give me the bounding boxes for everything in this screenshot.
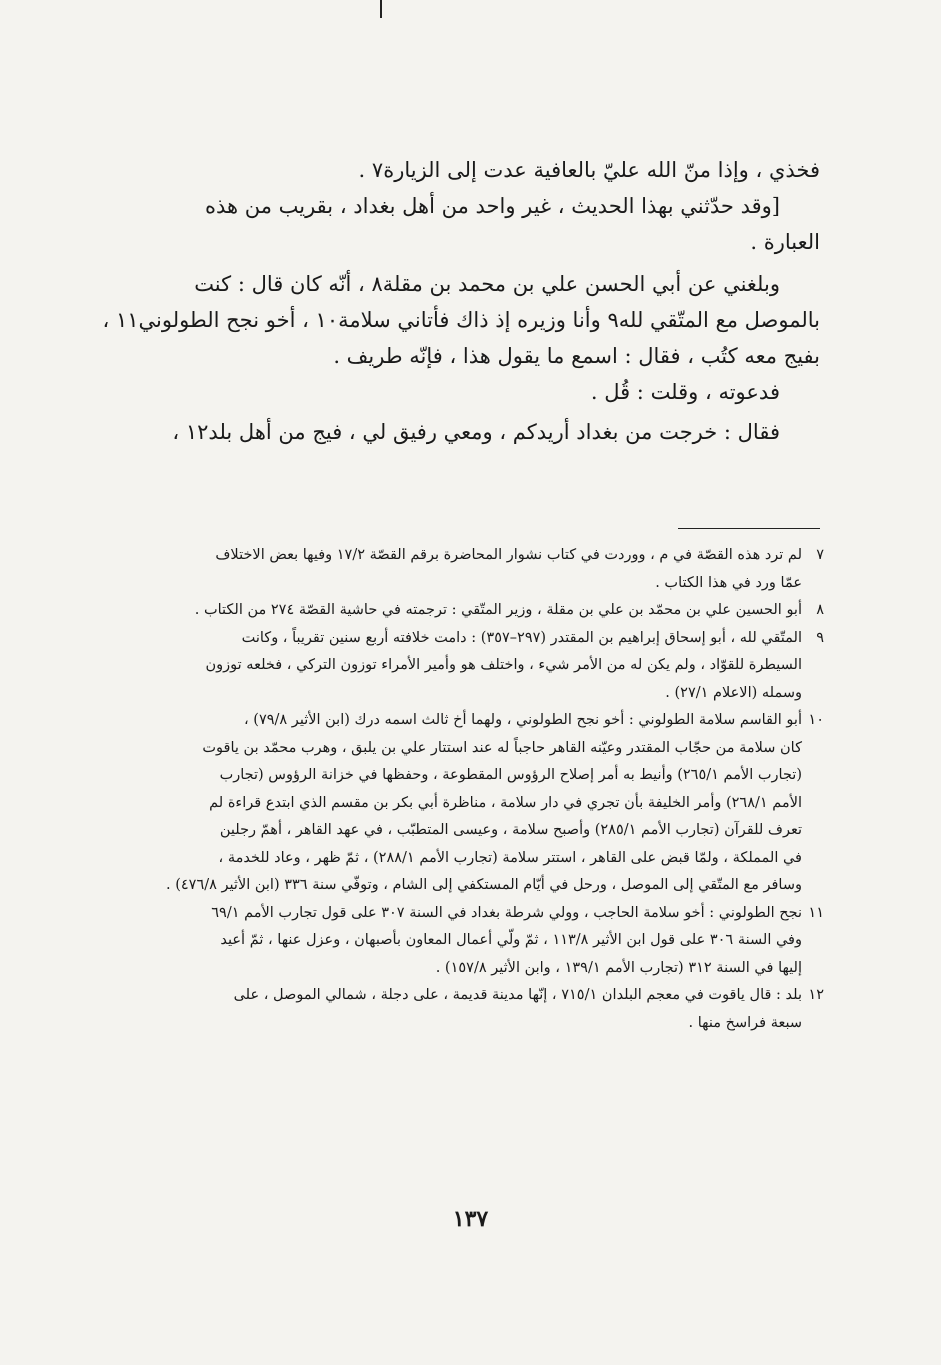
footnote-line: سبعة فراسخ منها . — [688, 1014, 802, 1031]
footnote-line: لم ترد هذه القصّة في م ، ووردت في كتاب نشوار المحاضرة برقم القصّة ١٧/٢ وفيها بعض الاختلاف — [215, 547, 802, 563]
text-line: فقال : خرجت من بغداد أريدكم ، ومعي رفيق لي ، فيج من أهل بلد١٢ ، — [172, 420, 780, 444]
footnote-line: إليها في السنة ٣١٢ (تجارب الأمم ١٣٩/١ ، وابن الأثير ١٥٧/٨) . — [435, 959, 802, 976]
footnote-line: في المملكة ، ولمّا قبض على القاهر ، استتر سلامة (تجارب الأمم ٢٨٨/١) ، ثمّ ظهر ، وعاد للخدمة ، — [218, 849, 802, 866]
footnote-line: أبو القاسم سلامة الطولوني : أخو نجح الطولوني ، ولهما أخ ثالث اسمه درك (ابن الأثير ٧٩/٨) ، — [244, 712, 802, 728]
footnote-8 — [152, 597, 824, 625]
text-line: بالموصل مع المتّقي لله٩ وأنا وزيره إذ ذاك فأتاني سلامة١٠ ، أخو نجح الطولوني١١ ، — [102, 308, 820, 332]
paragraph-1 — [150, 152, 820, 188]
footnote-line: عمّا ورد في هذا الكتاب . — [655, 574, 802, 591]
footnote-10 — [152, 707, 824, 900]
footnote-line: تعرف للقرآن (تجارب الأمم ٢٨٥/١) وأصبح سلامة ، وعيسى المتطبّب ، في عهد القاهر ، أهمّ رجلين — [219, 822, 802, 838]
paragraph-5 — [150, 414, 820, 450]
footnote-line: وفي السنة ٣٠٦ على قول ابن الأثير ١١٣/٨ ، ثمّ ولّي أعمال المعاون بأصبهان ، وعزل عنها ، ثمّ أعيد — [220, 932, 802, 948]
footnote-line: أبو الحسين علي بن محمّد بن علي بن مقلة ، وزير المتّقي : ترجمته في حاشية القصّة ٢٧٤ من الكتاب . — [194, 602, 802, 618]
footnote-line: بلد : قال ياقوت في معجم البلدان ٧١٥/١ ، إنّها مدينة قديمة ، على دجلة ، شمالي الموصل ، على — [233, 987, 802, 1003]
paragraph-2-cont — [150, 224, 820, 260]
footnote-7 — [152, 542, 824, 597]
footnote-number: ١٠ — [808, 712, 824, 728]
footnote-line: نجح الطولوني : أخو سلامة الحاجب ، وولي شرطة بغداد في السنة ٣٠٧ على قول تجارب الأمم ٦٩/١ — [211, 904, 802, 921]
page-number: ١٣٧ — [452, 1206, 489, 1232]
text-line: فخذي ، وإذا منّ الله عليّ بالعافية عدت إلى الزيارة٧ . — [358, 158, 820, 182]
footnote-number: ١٢ — [808, 987, 824, 1003]
footnote-line: وسمله (الاعلام ٢٧/١) . — [665, 684, 802, 701]
paragraph-3 — [150, 266, 820, 302]
text-line: [وقد حدّثني بهذا الحديث ، غير واحد من أهل بغداد ، بقريب من هذه — [204, 194, 780, 218]
text-line: وبلغني عن أبي الحسن علي بن محمد بن مقلة٨ ، أنّه كان قال : كنت — [194, 272, 780, 296]
footnote-number: ٨ — [816, 602, 824, 618]
top-margin-mark — [380, 0, 382, 18]
footnote-line: وسافر مع المتّقي إلى الموصل ، ورحل في أيّام المستكفي إلى الشام ، وتوفّي سنة ٣٣٦ (ابن الأثير ٤٧٦/٨) . — [165, 877, 802, 893]
text-line: بفيج معه كتُب ، فقال : اسمع ما يقول هذا ، فإنّه طريف . — [333, 344, 820, 368]
footnote-number: ٩ — [816, 629, 824, 646]
main-text — [102, 152, 820, 450]
footnote-number: ١١ — [808, 904, 824, 921]
footnote-number: ٧ — [816, 547, 824, 563]
paragraph-4 — [150, 374, 820, 410]
paragraph-2 — [150, 188, 820, 224]
footnote-line: السيطرة للقوّاد ، ولم يكن له من الأمر شيء ، واختلف هو وأمير الأمراء توزون التركي ، فخلعه توزون — [205, 657, 802, 673]
footnote-separator — [678, 528, 820, 529]
footnote-9 — [152, 625, 824, 708]
text-line: العبارة . — [750, 230, 820, 254]
footnote-line: كان سلامة من حجّاب المقتدر وعيّنه القاهر حاجباً له عند استتار علي بن يلبق ، وهرب محمّد بن ياقوت — [202, 739, 802, 756]
footnote-11 — [152, 900, 824, 983]
footnote-line: المتّقي لله ، أبو إسحاق إبراهيم بن المقتدر (٢٩٧–٣٥٧) : دامت خلافته أربع سنين تقريباً ، وكانت — [241, 629, 802, 646]
footnote-12 — [152, 982, 824, 1037]
paragraph-3-cont — [102, 302, 820, 374]
footnotes — [152, 542, 824, 1037]
footnote-line: الأمم ٢٦٨/١) وأمر الخليفة بأن تجري في دار سلامة ، مناظرة أبي بكر بن مقسم الذي ابتدع قراءة لم — [209, 794, 802, 811]
text-line: فدعوته ، وقلت : قُل . — [590, 380, 780, 404]
footnote-line: (تجارب الأمم ٢٦٥/١) وأنيط به أمر إصلاح الرؤوس المقطوعة ، وحفظها في خزانة الرؤوس (تجارب — [219, 767, 802, 783]
